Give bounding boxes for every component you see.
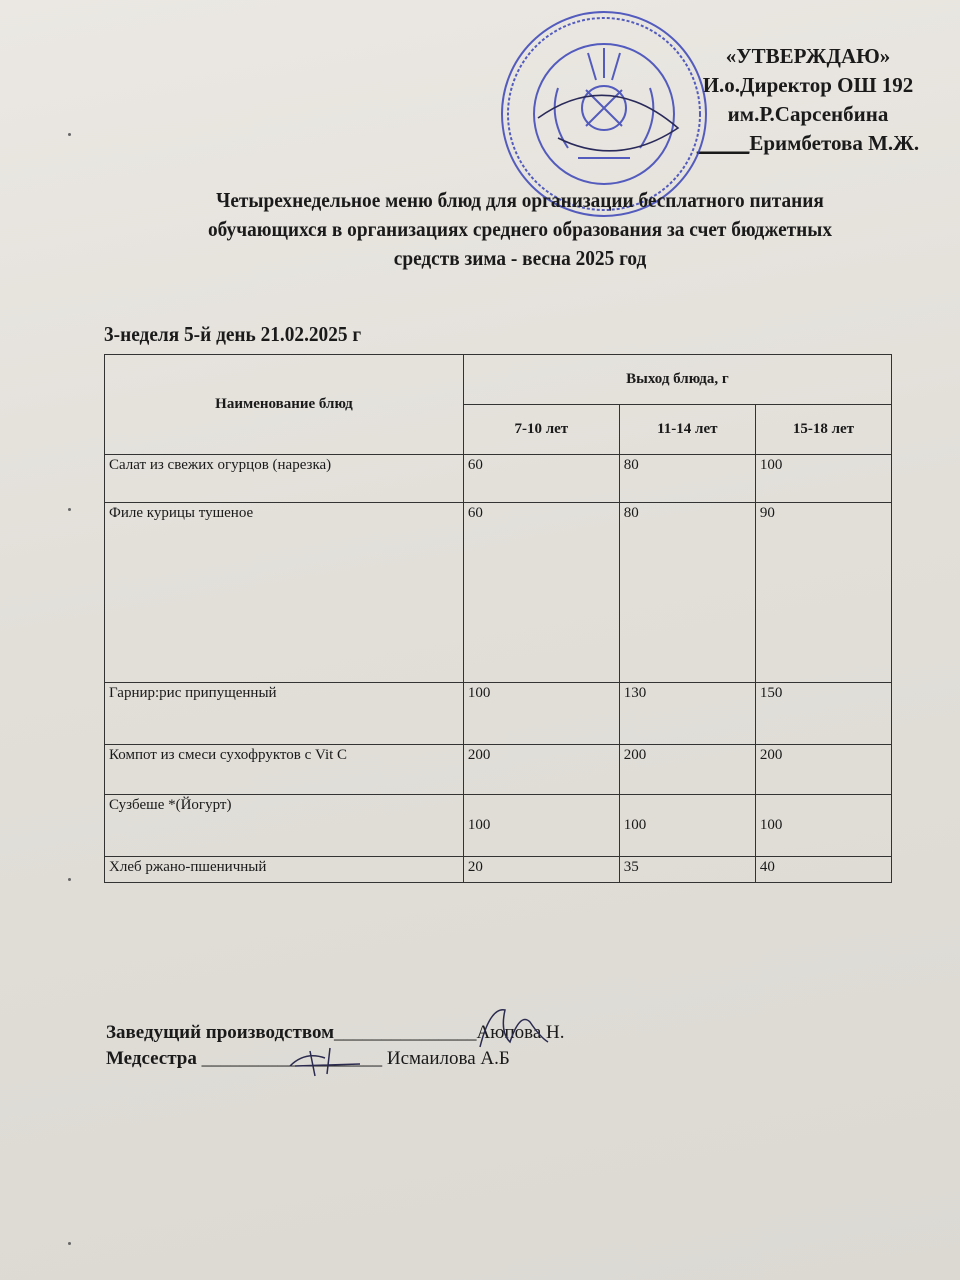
dish-name: Салат из свежих огурцов (нарезка)	[105, 455, 464, 503]
yield-value: 100	[755, 455, 891, 503]
dish-name: Сузбеше *(Йогурт)	[105, 795, 464, 857]
nurse-label: Медсестра	[106, 1048, 197, 1069]
dish-name: Гарнир:рис припущенный	[105, 683, 464, 745]
paper-mark	[68, 878, 71, 881]
document-title	[134, 186, 907, 273]
yield-value: 150	[755, 683, 891, 745]
nurse-name: Исмаилова А.Б	[386, 1048, 510, 1069]
yield-value: 100	[463, 683, 619, 745]
manager-signature-line: _______________	[334, 1022, 477, 1043]
table-row	[105, 455, 892, 503]
paper-mark	[68, 133, 71, 136]
title-line: обучающихся в организациях среднего образования за счет бюджетных	[207, 217, 833, 241]
yield-value: 60	[463, 503, 619, 683]
dish-name: Компот из смеси сухофруктов с Vit C	[105, 745, 464, 795]
paper-mark	[68, 508, 71, 511]
yield-value: 200	[463, 745, 619, 795]
approval-position: И.о.Директор ОШ 192	[702, 73, 914, 97]
yield-value: 100	[463, 795, 619, 857]
table-row	[105, 503, 892, 683]
table-row	[105, 857, 892, 883]
yield-value: 100	[619, 795, 755, 857]
yield-value: 200	[755, 745, 891, 795]
yield-value: 35	[619, 857, 755, 883]
approval-block	[678, 42, 938, 158]
manager-label: Заведущий производством	[106, 1022, 335, 1043]
day-line: 3-неделя 5-й день 21.02.2025 г	[104, 322, 362, 346]
table-row	[105, 745, 892, 795]
header-age-group: 15-18 лет	[755, 405, 891, 455]
approval-school: им.Р.Сарсенбина	[727, 102, 889, 126]
header-yield: Выход блюда, г	[463, 355, 891, 405]
manager-name: Аюпова Н.	[476, 1022, 565, 1043]
dish-name: Хлеб ржано-пшеничный	[105, 857, 464, 883]
header-dish-name: Наименование блюд	[105, 355, 464, 455]
yield-value: 100	[755, 795, 891, 857]
title-line: Четырехнедельное меню блюд для организации бесплатного питания	[216, 188, 824, 212]
yield-value: 40	[755, 857, 891, 883]
approval-heading: «УТВЕРЖДАЮ»	[725, 44, 891, 68]
table-row	[105, 683, 892, 745]
yield-value: 200	[619, 745, 755, 795]
nurse-signature-line: ___________________	[201, 1048, 383, 1069]
yield-value: 20	[463, 857, 619, 883]
manager-signature	[470, 1002, 550, 1052]
nurse-signature	[285, 1046, 365, 1078]
menu-table	[104, 354, 892, 883]
table-row	[105, 795, 892, 857]
yield-value: 80	[619, 503, 755, 683]
header-age-group: 7-10 лет	[463, 405, 619, 455]
paper-mark	[68, 1242, 71, 1245]
yield-value: 130	[619, 683, 755, 745]
title-line: средств зима - весна 2025 год	[393, 246, 647, 270]
dish-name: Филе курицы тушеное	[105, 503, 464, 683]
approval-name: Еримбетова М.Ж.	[749, 131, 920, 155]
yield-value: 80	[619, 455, 755, 503]
yield-value: 90	[755, 503, 891, 683]
approval-signature-line: _____	[696, 131, 750, 155]
yield-value: 60	[463, 455, 619, 503]
header-age-group: 11-14 лет	[619, 405, 755, 455]
